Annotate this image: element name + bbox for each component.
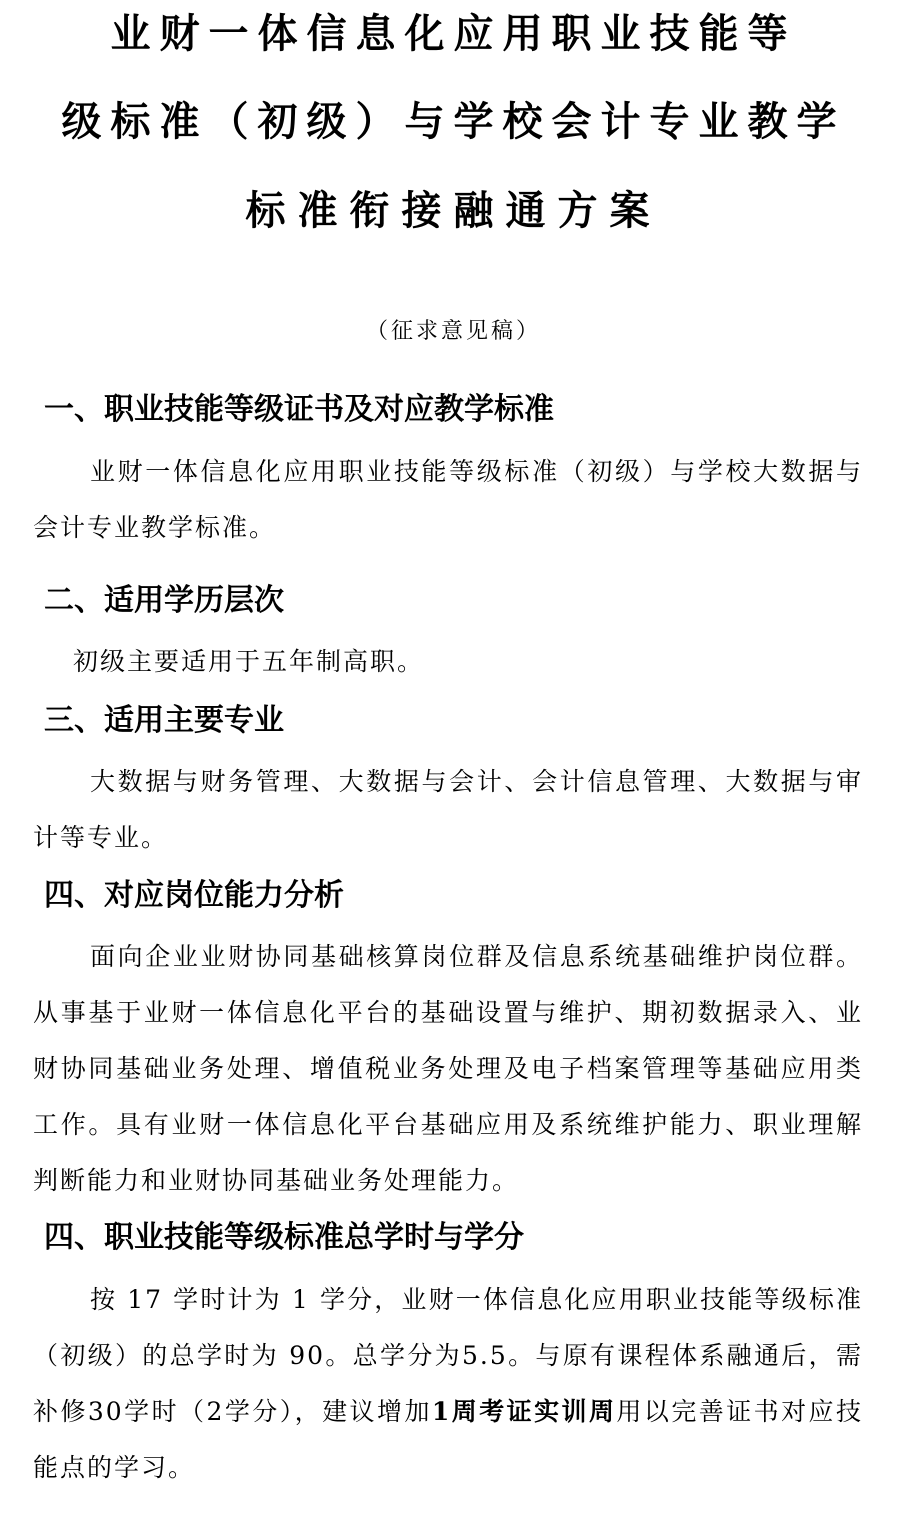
section-heading-majors: 三、适用主要专业: [44, 703, 284, 738]
section-text-hours-credits: [33, 1272, 863, 1496]
section-heading-hours-credits: 四、职业技能等级标准总学时与学分: [44, 1220, 524, 1255]
section-heading-certificate: 一、职业技能等级证书及对应教学标准: [44, 392, 554, 427]
hours-credits-text-end: 用以完善证书对应技能点的学习。: [33, 1397, 863, 1482]
section-text-education-level: 初级主要适用于五年制高职。: [73, 647, 425, 676]
section-heading-education-level: 二、适用学历层次: [44, 583, 284, 618]
document-subtitle: （征求意见稿）: [365, 319, 541, 344]
document-title-line-3: 标准衔接融通方案: [245, 188, 662, 234]
document-title-line-1: 业财一体信息化应用职业技能等: [110, 11, 797, 57]
section-text-job-analysis: 面向企业业财协同基础核算岗位群及信息系统基础维护岗位群。从事基于业财一体信息化平台的基础设置与维护、期初数据录入、业财协同基础业务处理、增值税业务处理及电子档案管理等基础应用类工作。具有业财一体信息化平台基础应用及系统维护能力、职业理解判断能力和业财协同基础业务处理能力。: [33, 942, 863, 1195]
document-title-line-2: 级标准（初级）与学校会计专业教学: [61, 99, 846, 145]
hours-credits-training-week: 1周考证实训周: [431, 1397, 617, 1426]
section-text-majors: 大数据与财务管理、大数据与会计、会计信息管理、大数据与审计等专业。: [33, 767, 863, 852]
section-heading-job-analysis: 四、对应岗位能力分析: [44, 878, 344, 913]
section-text-certificate: 业财一体信息化应用职业技能等级标准（初级）与学校大数据与会计专业教学标准。: [33, 457, 863, 542]
hours-credits-text-start: 按 17 学时计为 1 学分，业财一体信息化应用职业技能等级标准（初级）的总学时为 90。总学分为5.5。与原有课程体系融通后，需补修30学时（2学分），建议增加: [33, 1285, 863, 1426]
